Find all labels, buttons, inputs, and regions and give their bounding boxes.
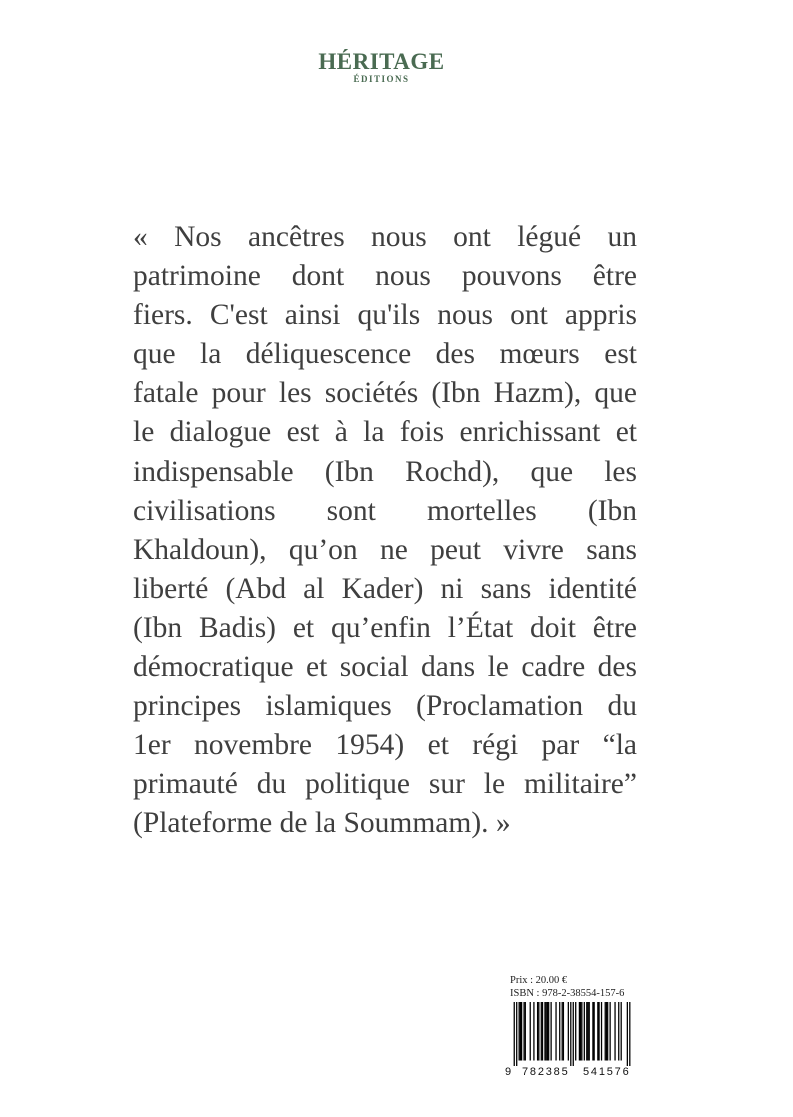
publisher-logo (0, 50, 763, 84)
barcode-bar (548, 1002, 549, 1061)
barcode-bar (586, 1002, 587, 1061)
quote-line: fatale pour les sociétés (Ibn Hazm), que (133, 377, 637, 410)
barcode-bar (601, 1002, 602, 1061)
barcode-bar (563, 1002, 564, 1061)
quote-line: fiers. C'est ainsi qu'ils nous ont appris (133, 299, 637, 332)
barcode-bar (544, 1002, 545, 1061)
barcode-bar (568, 1002, 569, 1061)
barcode-image (505, 1002, 639, 1066)
barcode-bar (537, 1002, 538, 1061)
barcode-bar (594, 1002, 595, 1061)
quote-line: principes islamiques (Proclamation du (133, 690, 637, 723)
barcode-guard-bar (516, 1002, 517, 1066)
barcode-bar (519, 1002, 520, 1061)
barcode-bar (587, 1002, 588, 1061)
barcode-bar (520, 1002, 521, 1061)
barcode-bar (605, 1002, 606, 1061)
quote-line: indispensable (Ibn Rochd), que les (133, 455, 637, 488)
barcode-bar (592, 1002, 593, 1061)
price-label: Prix : 20.00 € (510, 975, 568, 986)
barcode-bar (542, 1002, 543, 1061)
isbn-label: ISBN : 978-2-38554-157-6 (510, 988, 625, 999)
quote-line: patrimoine dont nous pouvons être (133, 260, 637, 293)
quote-line: (Ibn Badis) et qu’enfin l’État doit être (133, 611, 637, 644)
barcode-bar (580, 1002, 581, 1061)
barcode-bar (541, 1002, 542, 1061)
barcode-bar (597, 1002, 598, 1061)
barcode-guard-bar (573, 1002, 574, 1066)
barcode-bar (584, 1002, 585, 1061)
barcode-bar (609, 1002, 610, 1061)
publisher-name: HÉRITAGE (318, 49, 445, 74)
barcode-bar (618, 1002, 619, 1061)
publisher-subtitle: ÉDITIONS (353, 74, 410, 84)
quote-line: 1er novembre 1954) et régi par “la (133, 729, 637, 762)
barcode-bar (559, 1002, 560, 1061)
barcode-bar (523, 1002, 524, 1061)
barcode-bar (589, 1002, 590, 1061)
quote-line: (Plateforme de la Soummam). » (133, 807, 511, 840)
barcode-left-digits: 782385 (522, 1066, 570, 1078)
barcode-bar (621, 1002, 622, 1061)
barcode-guard-bar (629, 1002, 630, 1066)
barcode-bar (525, 1002, 526, 1061)
barcode-bar (562, 1002, 563, 1061)
barcode-bar (530, 1002, 531, 1061)
barcode-bar (521, 1002, 522, 1061)
barcode-bar (607, 1002, 608, 1061)
barcode-guard-bar (627, 1002, 628, 1066)
barcode-first-digit: 9 (505, 1066, 512, 1078)
quote-line: liberté (Abd al Kader) ni sans identité (133, 572, 637, 605)
barcode-bar (614, 1002, 615, 1061)
barcode-bar (547, 1002, 548, 1061)
barcode-bar (598, 1002, 599, 1061)
barcode-bar (555, 1002, 556, 1061)
barcode-bar (538, 1002, 539, 1061)
barcode-right-digits: 541576 (583, 1066, 631, 1078)
quote-line: « Nos ancêtres nous ont légué un (133, 221, 637, 253)
quote-line: primauté du politique sur le militaire” (133, 768, 637, 801)
quote-line: démocratique et social dans le cadre des (133, 651, 637, 684)
barcode-guard-bar (570, 1002, 571, 1066)
barcode-bar (550, 1002, 551, 1061)
back-cover-quote (133, 218, 637, 844)
barcode-guard-bar (514, 1002, 515, 1066)
barcode-bar (579, 1002, 580, 1061)
barcode-bar (533, 1002, 534, 1061)
barcode-number (505, 1066, 639, 1080)
quote-line: le dialogue est à la fois enrichissant et (133, 416, 637, 449)
barcode-bar (581, 1002, 582, 1061)
barcode-bar (546, 1002, 547, 1061)
quote-line: que la déliquescence des mœurs est (133, 338, 637, 371)
barcode-bar (575, 1002, 576, 1061)
quote-line: civilisations sont mortelles (Ibn (133, 494, 637, 527)
barcode-bar (606, 1002, 607, 1061)
quote-line: Khaldoun), qu’on ne peut vivre sans (133, 533, 637, 566)
